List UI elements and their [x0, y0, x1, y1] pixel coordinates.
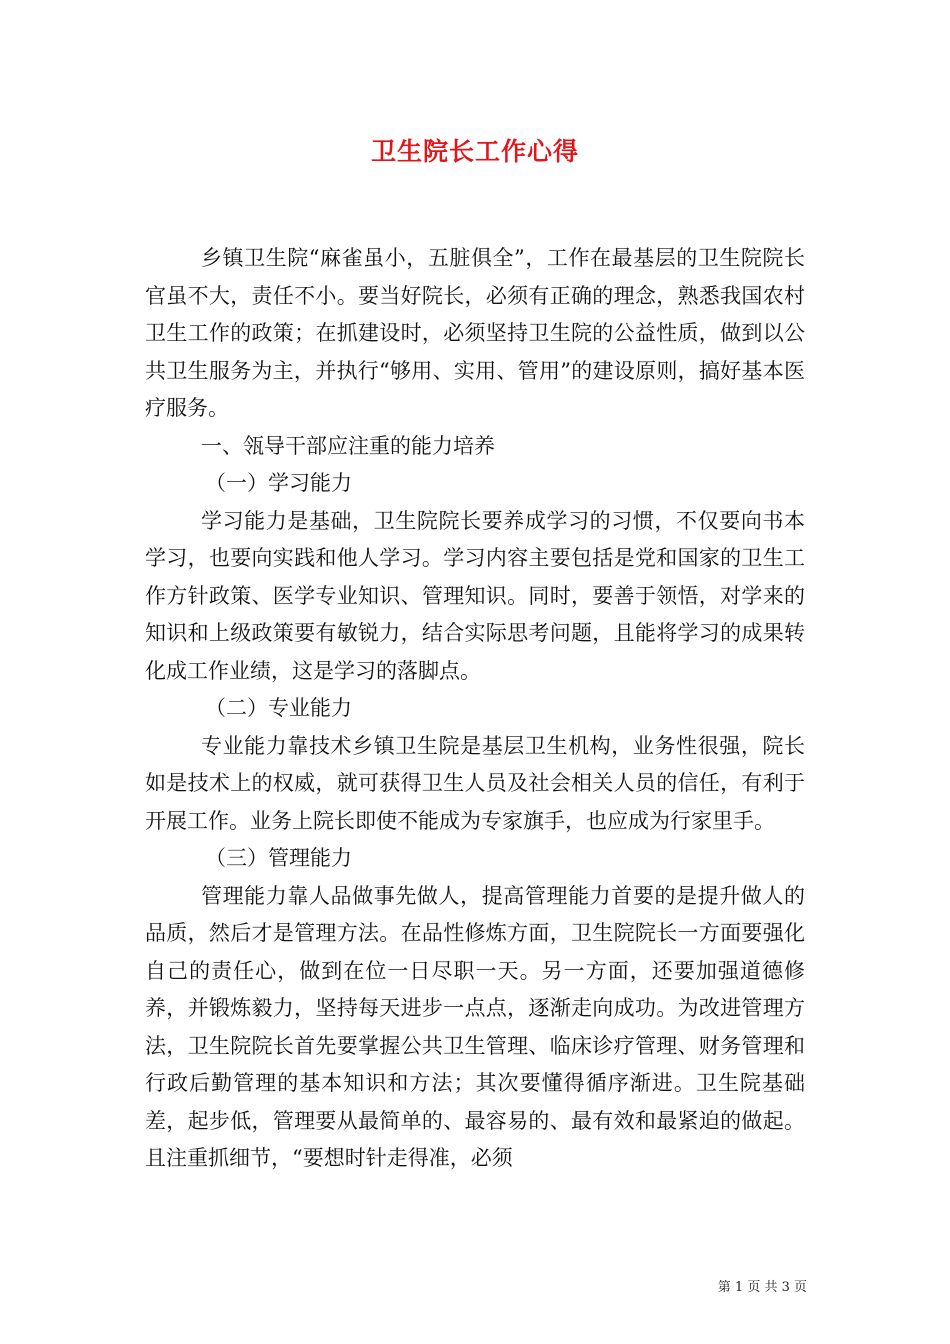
document-title: 卫生院长工作心得	[370, 137, 579, 166]
subsection-heading: （三）管理能力	[205, 846, 352, 870]
body-paragraph: 专业能力靠技术乡镇卫生院是基层卫生机构，业务性很强，院长如是技术上的权威，就可获得卫生人员及社会相关人员的信任，有利于开展工作。业务上院长即使不能成为专家旗手，也应成为行家里手。	[145, 733, 805, 833]
subsection-heading: （二）专业能力	[205, 696, 352, 720]
body-paragraph: 学习能力是基础，卫生院院长要养成学习的习惯，不仅要向书本学习，也要向实践和他人学习。学习内容主要包括是党和国家的卫生工作方针政策、医学专业知识、管理知识。同时，要善于领悟，对学来的知识和上级政策要有敏锐力，结合实际思考问题，且能将学习的成果转化成工作业绩，这是学习的落脚点。	[145, 508, 805, 683]
document-body	[145, 240, 805, 1178]
subsection-heading: （一）学习能力	[205, 471, 352, 495]
body-paragraph: 管理能力靠人品做事先做人，提高管理能力首要的是提升做人的品质，然后才是管理方法。在品性修炼方面，卫生院院长一方面要强化自己的责任心，做到在位一日尽职一天。另一方面，还要加强道德修养，并锻炼毅力，坚持每天进步一点点，逐渐走向成功。为改进管理方法，卫生院院长首先要掌握公共卫生管理、临床诊疗管理、财务管理和行政后勤管理的基本知识和方法；其次要懂得循序渐进。卫生院基础差，起步低，管理要从最简单的、最容易的、最有效和最紧迫的做起。且注重抓细节，“要想时针走得准，必须	[145, 883, 805, 1170]
page-number: 第 1 页 共 3 页	[717, 1280, 807, 1295]
body-paragraph: 乡镇卫生院“麻雀虽小，五脏俱全”，工作在最基层的卫生院院长官虽不大，责任不小。要当好院长，必须有正确的理念，熟悉我国农村卫生工作的政策；在抓建设时，必须坚持卫生院的公益性质，做到以公共卫生服务为主，并执行“够用、实用、管用”的建设原则，搞好基本医疗服务。	[145, 246, 805, 420]
section-heading: 一、瓴导干部应注重的能力培养	[201, 433, 495, 458]
